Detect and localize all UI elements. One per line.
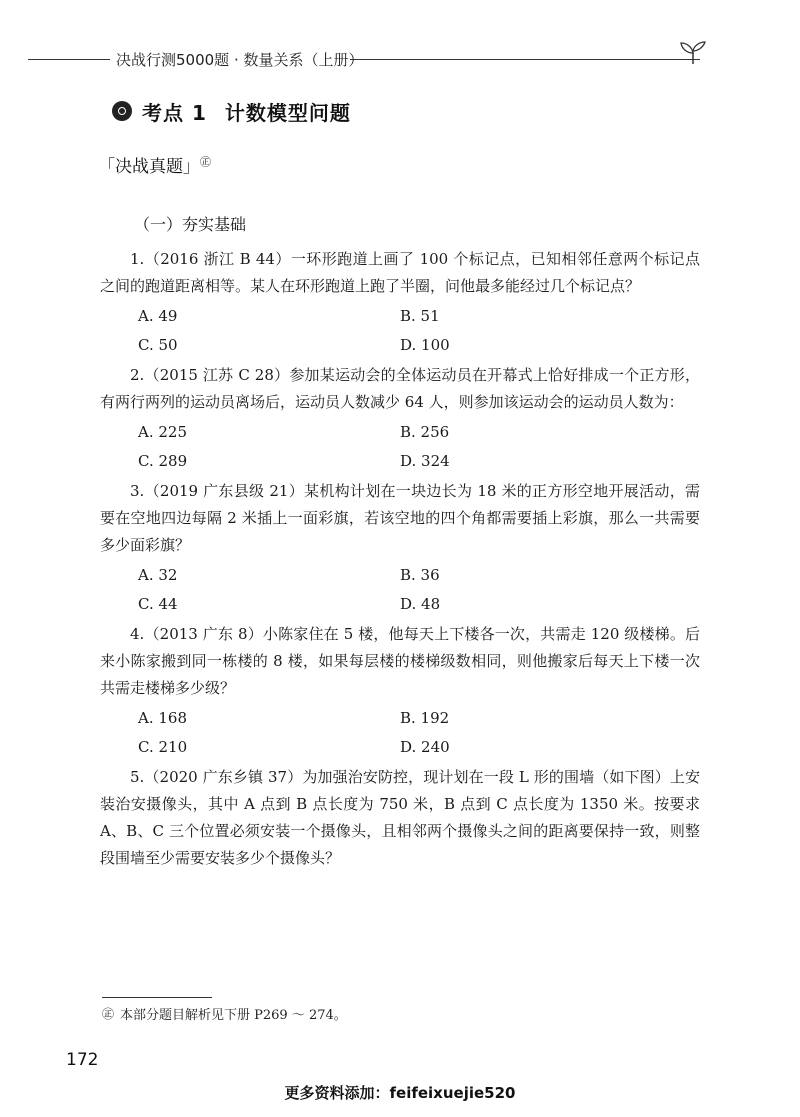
question-options	[100, 561, 700, 619]
option-a: A. 225	[138, 423, 187, 441]
option-c: C. 210	[138, 738, 188, 756]
option-d: D. 240	[400, 738, 450, 756]
zhenti-text: 「决战真题」	[98, 157, 200, 177]
option-b: B. 36	[400, 566, 440, 584]
question-item	[100, 621, 700, 762]
page-number: 172	[66, 1050, 99, 1070]
watermark-text: 更多资料添加：feifeixuejie520	[284, 1084, 516, 1102]
header-title: 决战行测5000题 · 数量关系（上册）	[116, 51, 364, 69]
question-item	[100, 246, 700, 360]
question-options	[100, 302, 700, 360]
option-c: C. 289	[138, 452, 188, 470]
option-a: A. 32	[138, 566, 178, 584]
section-number: 考点 1	[142, 100, 207, 125]
question-item	[100, 764, 700, 872]
question-options	[100, 704, 700, 762]
option-c: C. 44	[138, 595, 178, 613]
section-title: 计数模型问题	[224, 100, 351, 125]
subsection-title: （一）夯实基础	[134, 215, 247, 234]
option-d: D. 324	[400, 452, 450, 470]
option-a: A. 168	[138, 709, 187, 727]
footnote-marker-icon: ㊣	[102, 1007, 115, 1021]
question-text: 4.（2013 广东 8）小陈家住在 5 楼，他每天上下楼各一次，共需走 120 级楼梯。后来小陈家搬到同一栋楼的 8 楼，如果每层楼的楼梯级数相同，则他搬家后每天上下楼一次共需走楼梯多少级？	[100, 625, 700, 697]
header-rule-right	[350, 59, 700, 60]
section-heading	[112, 96, 351, 126]
question-text: 3.（2019 广东县级 21）某机构计划在一块边长为 18 米的正方形空地开展活动，需要在空地四边每隔 2 米插上一面彩旗，若该空地的四个角都需要插上彩旗，那么一共需要多少面彩旗？	[100, 482, 700, 554]
footnote	[102, 1004, 347, 1023]
option-b: B. 51	[400, 307, 440, 325]
option-c: C. 50	[138, 336, 178, 354]
header-rule-left	[28, 59, 110, 60]
option-b: B. 192	[400, 709, 450, 727]
zhenti-marker-icon: ㊣	[200, 155, 211, 169]
option-d: D. 100	[400, 336, 450, 354]
footnote-rule	[102, 997, 212, 998]
zhenti-label	[98, 152, 211, 177]
question-text: 2.（2015 江苏 C 28）参加某运动会的全体运动员在开幕式上恰好排成一个正方形，有两行两列的运动员离场后，运动员人数减少 64 人，则参加该运动会的运动员人数为：	[100, 366, 700, 411]
question-options	[100, 418, 700, 476]
question-list	[100, 246, 700, 872]
option-a: A. 49	[138, 307, 178, 325]
option-b: B. 256	[400, 423, 450, 441]
footnote-text: 本部分题目解析见下册 P269 ～ 274。	[120, 1008, 347, 1023]
section-target-icon	[112, 101, 132, 121]
sprout-icon	[678, 40, 708, 66]
question-item	[100, 362, 700, 476]
question-item	[100, 478, 700, 619]
question-text: 5.（2020 广东乡镇 37）为加强治安防控，现计划在一段 L 形的围墙（如下图）上安装治安摄像头，其中 A 点到 B 点长度为 750 米，B 点到 C 点长度为 1350 米。按要求 A、B、C 三个位置必须安装一个摄像头，且相邻两个摄像头之间的距离要保持一致，则整段围墙至少需要安装多少个摄像头？	[100, 768, 700, 867]
question-text: 1.（2016 浙江 B 44）一环形跑道上画了 100 个标记点，已知相邻任意两个标记点之间的跑道距离相等。某人在环形跑道上跑了半圈，问他最多能经过几个标记点？	[100, 250, 700, 295]
option-d: D. 48	[400, 595, 441, 613]
running-header	[28, 44, 718, 74]
